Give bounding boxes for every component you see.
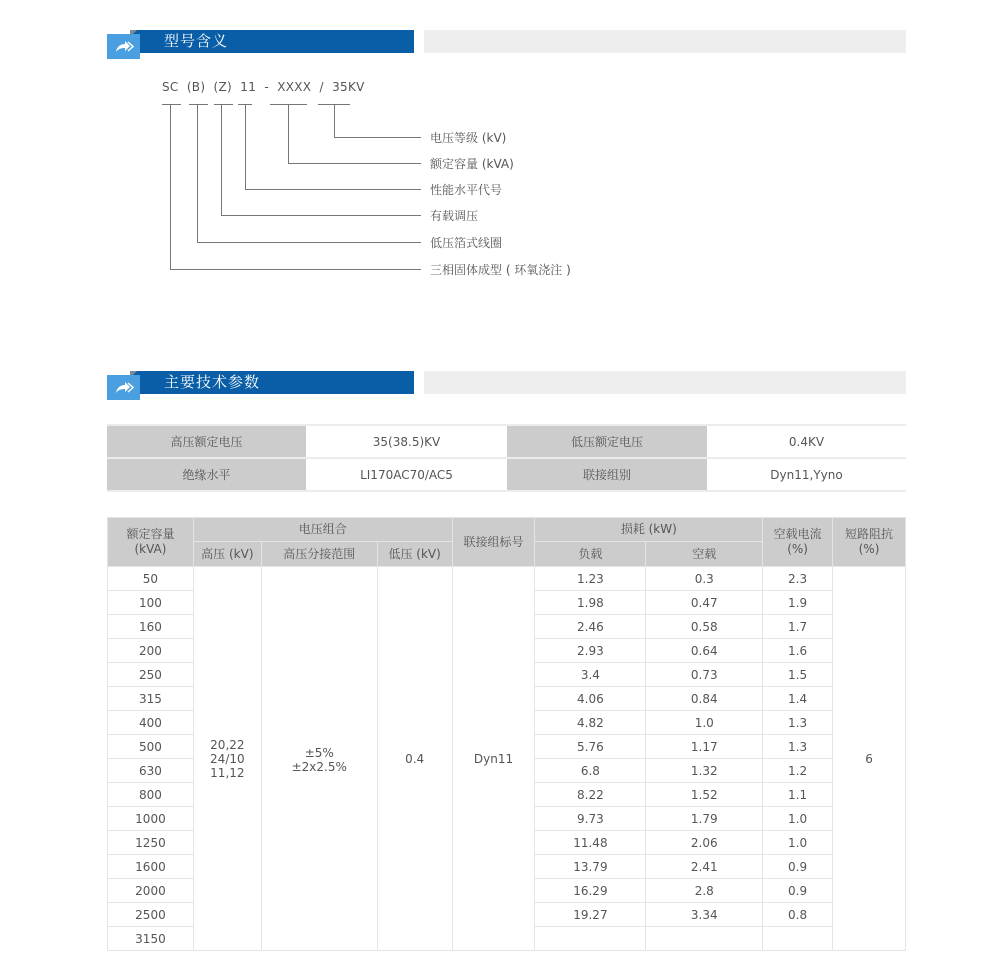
cell-noload-loss: 0.58 <box>646 615 763 639</box>
summary-key: 高压额定电压 <box>107 425 306 458</box>
cell-noload-current: 1.0 <box>763 831 833 855</box>
cell-noload-loss: 3.34 <box>646 903 763 927</box>
cell-load-loss: 4.06 <box>535 687 646 711</box>
cell-impedance-merged: 6 <box>833 567 906 951</box>
cell-load-loss: 13.79 <box>535 855 646 879</box>
header-lv: 低压 (kV) <box>377 542 452 567</box>
cell-noload-loss <box>646 927 763 951</box>
cell-capacity: 50 <box>108 567 194 591</box>
header-loss: 损耗 (kW) <box>535 518 763 542</box>
cell-noload-current: 1.6 <box>763 639 833 663</box>
table-row <box>108 567 906 591</box>
cell-noload-current: 1.7 <box>763 615 833 639</box>
cell-load-loss: 1.98 <box>535 591 646 615</box>
cell-noload-loss: 2.8 <box>646 879 763 903</box>
label-rated-capacity: 额定容量 (kVA) <box>430 157 514 171</box>
table-row <box>107 425 906 458</box>
cell-load-loss: 2.93 <box>535 639 646 663</box>
cell-noload-current: 1.5 <box>763 663 833 687</box>
cell-load-loss: 3.4 <box>535 663 646 687</box>
cell-load-loss: 1.23 <box>535 567 646 591</box>
cell-capacity: 200 <box>108 639 194 663</box>
header-load-loss: 负载 <box>535 542 646 567</box>
cell-noload-current: 1.9 <box>763 591 833 615</box>
cell-noload-current: 1.1 <box>763 783 833 807</box>
cell-noload-loss: 1.52 <box>646 783 763 807</box>
cell-capacity: 100 <box>108 591 194 615</box>
summary-value: LI170AC70/AC5 <box>306 458 507 491</box>
cell-tap-range-merged: ±5% ±2x2.5% <box>261 567 377 951</box>
cell-load-loss: 19.27 <box>535 903 646 927</box>
cell-capacity: 500 <box>108 735 194 759</box>
cell-load-loss: 16.29 <box>535 879 646 903</box>
cell-capacity: 1000 <box>108 807 194 831</box>
cell-capacity: 800 <box>108 783 194 807</box>
label-performance-code: 性能水平代号 <box>430 183 503 197</box>
cell-noload-loss: 1.79 <box>646 807 763 831</box>
cell-load-loss: 2.46 <box>535 615 646 639</box>
cell-noload-loss: 2.06 <box>646 831 763 855</box>
cell-noload-current: 2.3 <box>763 567 833 591</box>
cell-noload-loss: 0.3 <box>646 567 763 591</box>
cell-noload-loss: 1.0 <box>646 711 763 735</box>
section-gray-bar <box>424 371 906 394</box>
cell-noload-current: 1.3 <box>763 711 833 735</box>
cell-noload-loss: 0.84 <box>646 687 763 711</box>
header-connection: 联接组标号 <box>452 518 535 567</box>
section-title: 型号含义 <box>164 32 229 50</box>
header-noload-current: 空载电流 (%) <box>763 518 833 567</box>
cell-load-loss: 11.48 <box>535 831 646 855</box>
cell-noload-loss: 0.73 <box>646 663 763 687</box>
cell-capacity: 250 <box>108 663 194 687</box>
header-hv: 高压 (kV) <box>193 542 261 567</box>
header-voltage-group: 电压组合 <box>193 518 452 542</box>
cell-hv-merged: 20,22 24/10 11,12 <box>193 567 261 951</box>
model-code-diagram-lines <box>0 0 988 300</box>
cell-capacity: 160 <box>108 615 194 639</box>
label-on-load-tap: 有载调压 <box>430 209 479 223</box>
cell-capacity: 2000 <box>108 879 194 903</box>
summary-value: 0.4KV <box>707 425 906 458</box>
cell-noload-current <box>763 927 833 951</box>
cell-lv-merged: 0.4 <box>377 567 452 951</box>
cell-capacity: 315 <box>108 687 194 711</box>
header-impedance: 短路阻抗 (%) <box>833 518 906 567</box>
cell-capacity: 400 <box>108 711 194 735</box>
cell-noload-loss: 0.47 <box>646 591 763 615</box>
cell-capacity: 1250 <box>108 831 194 855</box>
cell-noload-loss: 0.64 <box>646 639 763 663</box>
cell-connection-merged: Dyn11 <box>452 567 535 951</box>
cell-load-loss: 4.82 <box>535 711 646 735</box>
summary-key: 低压额定电压 <box>507 425 707 458</box>
cell-load-loss: 6.8 <box>535 759 646 783</box>
cell-load-loss: 8.22 <box>535 783 646 807</box>
table-row <box>107 458 906 491</box>
cell-load-loss: 9.73 <box>535 807 646 831</box>
summary-table <box>107 424 906 492</box>
label-voltage-class: 电压等级 (kV) <box>430 131 507 145</box>
cell-noload-current: 0.9 <box>763 855 833 879</box>
section-header-main-params <box>107 371 907 401</box>
label-cast-resin: 三相固体成型 ( 环氧浇注 ) <box>430 263 571 277</box>
cell-capacity: 1600 <box>108 855 194 879</box>
cell-capacity: 2500 <box>108 903 194 927</box>
summary-value: 35(38.5)KV <box>306 425 507 458</box>
cell-noload-loss: 1.32 <box>646 759 763 783</box>
cell-capacity: 630 <box>108 759 194 783</box>
header-tap-range: 高压分接范围 <box>261 542 377 567</box>
section-title: 主要技术参数 <box>164 373 261 391</box>
cell-noload-loss: 1.17 <box>646 735 763 759</box>
cell-noload-current: 0.9 <box>763 879 833 903</box>
summary-key: 绝缘水平 <box>107 458 306 491</box>
header-capacity: 额定容量 (kVA) <box>108 518 194 567</box>
cell-noload-current: 1.4 <box>763 687 833 711</box>
summary-value: Dyn11,Yyno <box>707 458 906 491</box>
summary-key: 联接组别 <box>507 458 707 491</box>
cell-load-loss: 5.76 <box>535 735 646 759</box>
cell-noload-current: 1.0 <box>763 807 833 831</box>
cell-capacity: 3150 <box>108 927 194 951</box>
cell-noload-loss: 2.41 <box>646 855 763 879</box>
cell-noload-current: 1.3 <box>763 735 833 759</box>
model-code: SC (B) (Z) 11 - XXXX / 35KV <box>162 80 365 94</box>
double-chevron-arrow-icon <box>107 375 140 400</box>
cell-noload-current: 0.8 <box>763 903 833 927</box>
spec-table <box>107 517 906 951</box>
header-noload-loss: 空载 <box>646 542 763 567</box>
cell-noload-current: 1.2 <box>763 759 833 783</box>
cell-load-loss <box>535 927 646 951</box>
label-lv-foil-winding: 低压箔式线圈 <box>430 236 503 250</box>
